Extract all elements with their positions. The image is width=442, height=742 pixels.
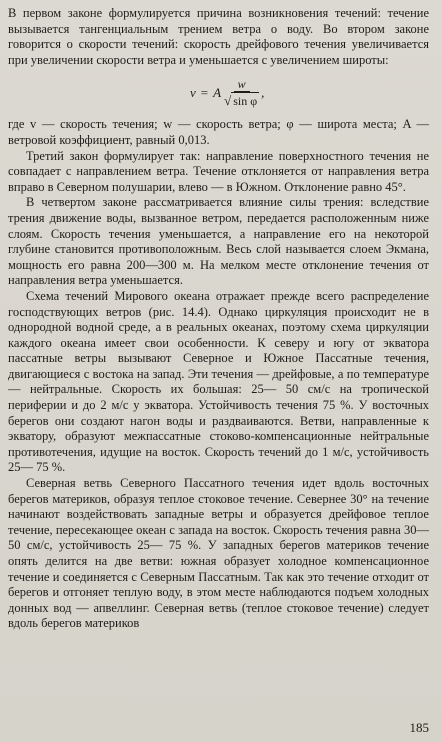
formula-coefficient: A bbox=[213, 85, 222, 101]
formula-equals: = bbox=[200, 85, 209, 101]
paragraph-first-second-law: В первом законе формулируется причина возникновения течений: течение вызывается тангенциальным трением ветра о воду. Во втором законе говорится о скорости течений: скорость дрейфового течения увеличивается при увеличении скорости ветра и уменьшается с увеличением широты: bbox=[8, 6, 429, 67]
formula-comma: , bbox=[261, 85, 265, 101]
page-number: 185 bbox=[409, 720, 429, 735]
formula-radicand: sin φ bbox=[233, 94, 258, 109]
formula-fraction bbox=[224, 77, 259, 109]
formula-denominator bbox=[224, 92, 259, 109]
formula-lhs: v bbox=[190, 85, 196, 101]
formula-expression bbox=[190, 76, 264, 110]
paragraph-ocean-currents-scheme: Схема течений Мирового океана отражает прежде всего распределение господствующих ветров (рис. 14.4). Однако циркуляция происходит не в однородной водной среде, а в реальных океанах, поэтому схема циркуляции каждого океана имеет свои особенности. К северу и югу от экватора пассатные ветры вызывают Северное и Южное Пассатные течения, двигающиеся с востока на запад. Эти течения — дрейфовые, а по температуре — нейтральные. Скорость их большая: 25— 50 см/с на тропической периферии и до 2 м/с у экватора. Устойчивость течения 75 %. У восточных берегов они создают нагон воды и раздваиваются. Ветви, направленные к экватору, образуют межпассатные стоково-компенсационные нейтральные противотечения, идущие на восток. Скорость течений до 1 м/с, устойчивость 25— 75 %. bbox=[8, 288, 429, 475]
square-root-symbol: √ bbox=[224, 92, 232, 108]
formula-numerator: w bbox=[234, 77, 250, 92]
paragraph-fourth-law: В четвертом законе рассматривается влияние силы трения: вследствие трения движение воды, вызванное ветром, передается расположенным ниже слоям. Скорость течения уменьшается, а направление его на некоторой глубине становится противоположным. Весь слой называется слоем Экмана, мощность его равна 200—300 м. На мелком месте отклонение течения от направления ветра уменьшается. bbox=[8, 195, 429, 288]
paragraph-formula-legend: где v — скорость течения; w — скорость ветра; φ — широта места; A — ветровой коэффициент, равный 0,013. bbox=[8, 117, 429, 147]
formula-current-speed bbox=[8, 76, 429, 110]
paragraph-north-branch: Северная ветвь Северного Пассатного течения идет вдоль восточных берегов материков, образуя теплое стоковое течение. Севернее 30° на течение начинают воздействовать западные ветры и образуется дрейфовое теплое течение, пересекающее океан с запада на восток. Скорость течения равна 30— 50 см/с, устойчивость 25— 75 %. У западных берегов материков течение опять делится на две ветви: южная образует холодное компенсационное течение и соединяется с Северным Пассатным. Так как это течение отходит от берегов и отгоняет теплую воду, в этом месте наблюдаются подъем холодных донных вод — апвеллинг. Северная ветвь (теплое стоковое течение) следует вдоль берегов материков bbox=[8, 476, 429, 631]
paragraph-third-law: Третий закон формулирует так: направление поверхностного течения не совпадает с направлением ветра. Течение отклоняется от направления ветра вправо в Северном полушарии, влево — в Южном. Отклонение равно 45°. bbox=[8, 148, 429, 194]
